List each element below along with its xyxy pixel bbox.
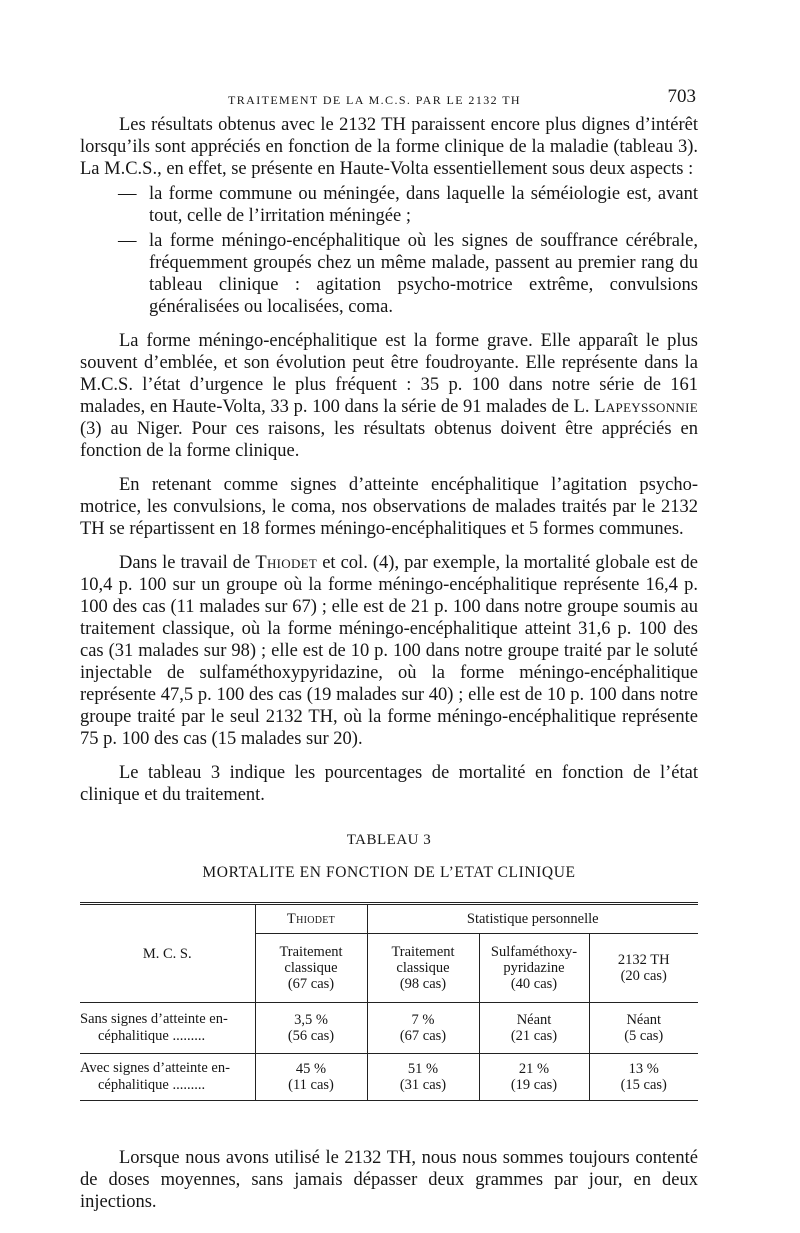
table-group-header-row <box>80 904 698 934</box>
column-header-line: Traitement <box>391 944 455 960</box>
column-header-line: (40 cas) <box>510 976 558 992</box>
dash-mark: — <box>118 184 137 204</box>
author-thiodet-header: Thiodet <box>286 911 336 927</box>
cell-count: (56 cas) <box>287 1028 335 1044</box>
paragraph-4 <box>80 552 698 750</box>
paragraph-6: Lorsque nous avons utilisé le 2132 TH, nous nous sommes toujours contenté de doses moyennes, sans jamais dépasser deux grammes par jour, en deux injections. <box>80 1148 698 1212</box>
column-header-line: (98 cas) <box>399 976 447 992</box>
table-cell <box>367 1054 479 1101</box>
running-title: TRAITEMENT DE LA M.C.S. PAR LE 2132 TH <box>228 93 521 107</box>
paragraph-2 <box>80 330 698 462</box>
cell-count: (11 cas) <box>288 1077 334 1093</box>
column-header-line: classique <box>396 960 450 976</box>
dash-item-1 <box>80 183 698 227</box>
column-header-line: classique <box>284 960 338 976</box>
cell-value: 51 % <box>407 1061 439 1077</box>
cell-value: 21 % <box>518 1061 550 1077</box>
column-header-line: (67 cas) <box>287 976 335 992</box>
group-personal-label: Statistique personnelle <box>466 911 599 927</box>
cell-count: (21 cas) <box>510 1028 558 1044</box>
table-number: TABLEAU 3 <box>346 832 432 848</box>
paragraph-4-part-b: et col. (4), par exemple, la mortalité globale est de 10,4 p. 100 sur un groupe où la forme méningo-encéphalitique représente 16,4 p. 100 des cas (11 malades sur 67) ; elle est de 21 p. 100 dans notre groupe soumis au traitement classique, où la forme méningo-encéphalitique atteint 31,6 p. 100 des cas (31 malades sur 98) ; elle est de 10 p. 100 dans notre groupe traité par le soluté injectable de sulfaméthoxypyridazine, où la forme méningo-encéphalitique représente 47,5 p. 100 des cas (19 malades sur 40) ; elle est de 10 p. 100 dans notre groupe traité par le seul 2132 TH, où la forme méningo-encéphalitique représente 75 p. 100 des cas (15 malades sur 20). <box>80 553 699 749</box>
column-header-line: (20 cas) <box>620 968 667 984</box>
dash-item-2 <box>80 230 698 318</box>
row-header: M. C. S. <box>142 945 192 962</box>
cell-count: (67 cas) <box>399 1028 447 1044</box>
cell-value: Néant <box>516 1012 552 1028</box>
page-number: 703 <box>667 86 696 107</box>
column-header-line: Traitement <box>279 944 343 960</box>
table-row <box>80 1003 698 1054</box>
row-label <box>80 1003 255 1054</box>
row-label-line: céphalitique ......... <box>98 1077 206 1093</box>
table-cell <box>255 1003 367 1054</box>
dash-mark: — <box>118 231 137 251</box>
row-label-line: céphalitique ......... <box>98 1028 206 1044</box>
cell-value: 13 % <box>628 1061 659 1077</box>
table-row <box>80 1054 698 1101</box>
paragraph-5: Le tableau 3 indique les pourcentages de mortalité en fonction de l’état clinique et du traitement. <box>80 763 698 805</box>
paragraph-1: Les résultats obtenus avec le 2132 TH paraissent encore plus dignes d’intérêt lorsqu’ils sont appréciés en fonction de la forme clinique de la maladie (tableau 3). La M.C.S., en effet, se présente en Haute-Volta essentiellement sous deux aspects : <box>80 115 698 179</box>
author-lapeyssonnie: Lapeyssonnie <box>594 397 698 417</box>
column-header <box>367 934 479 1003</box>
column-header-line: Sulfaméthoxy- <box>490 944 578 960</box>
column-header-line: 2132 TH <box>617 952 670 968</box>
paragraph-4-part-a: Dans le travail de <box>119 553 251 573</box>
paragraph-2-part-a: La forme méningo-encéphalitique est la forme grave. Elle apparaît le plus souvent d’emblée, et son évolution peut être foudroyante. Elle représente dans la M.C.S. l’état d’urgence le plus fréquent : 35 p. 100 dans notre série de 161 malades, en Haute-Volta, 33 p. 100 dans la série de 91 malades de L. <box>80 331 698 417</box>
column-header <box>589 934 698 1003</box>
paragraph-2-part-b: (3) au Niger. Pour ces raisons, les résultats obtenus doivent être appréciés en fonction de la forme clinique. <box>80 419 698 461</box>
cell-value: Néant <box>626 1012 662 1028</box>
table-cell <box>589 1054 698 1101</box>
table-cell <box>367 1003 479 1054</box>
row-header-cell <box>80 904 255 1003</box>
cell-count: (31 cas) <box>399 1077 447 1093</box>
row-label-line: Avec signes d’atteinte en- <box>80 1060 230 1076</box>
row-label <box>80 1054 255 1101</box>
cell-value: 45 % <box>295 1061 327 1077</box>
table-title: MORTALITE EN FONCTION DE L’ETAT CLINIQUE <box>202 864 576 881</box>
paragraph-3: En retenant comme signes d’atteinte encéphalitique l’agitation psycho-motrice, les convulsions, le coma, nos observations de malades traités par le 2132 TH se répartissent en 18 formes méningo-encéphalitiques et 5 formes communes. <box>80 475 698 539</box>
cell-count: (5 cas) <box>624 1028 664 1044</box>
author-thiodet: Thiodet <box>255 553 318 573</box>
table-cell <box>479 1003 589 1054</box>
table-cell <box>479 1054 589 1101</box>
cell-count: (15 cas) <box>620 1077 667 1093</box>
cell-value: 3,5 % <box>294 1012 328 1028</box>
column-header <box>255 934 367 1003</box>
table-cell <box>589 1003 698 1054</box>
group-header-thiodet <box>255 904 367 934</box>
row-label-line: Sans signes d’atteinte en- <box>80 1011 228 1027</box>
dash-item-text: la forme commune ou méningée, dans laquelle la séméiologie est, avant tout, celle de l’irritation méningée ; <box>149 184 698 226</box>
column-header-line: pyridazine <box>503 960 565 976</box>
cell-count: (19 cas) <box>510 1077 558 1093</box>
page <box>80 84 698 1213</box>
running-header <box>80 84 698 114</box>
group-header-personal <box>367 904 698 934</box>
column-header <box>479 934 589 1003</box>
table-cell <box>255 1054 367 1101</box>
mortality-table <box>80 902 698 1101</box>
dash-item-text: la forme méningo-encéphalitique où les signes de souffrance cérébrale, fréquemment groupés chez un même malade, passent au premier rang du tableau clinique : agitation psycho-motrice extrême, convulsions généralisées ou localisées, coma. <box>149 231 698 317</box>
cell-value: 7 % <box>411 1012 435 1028</box>
